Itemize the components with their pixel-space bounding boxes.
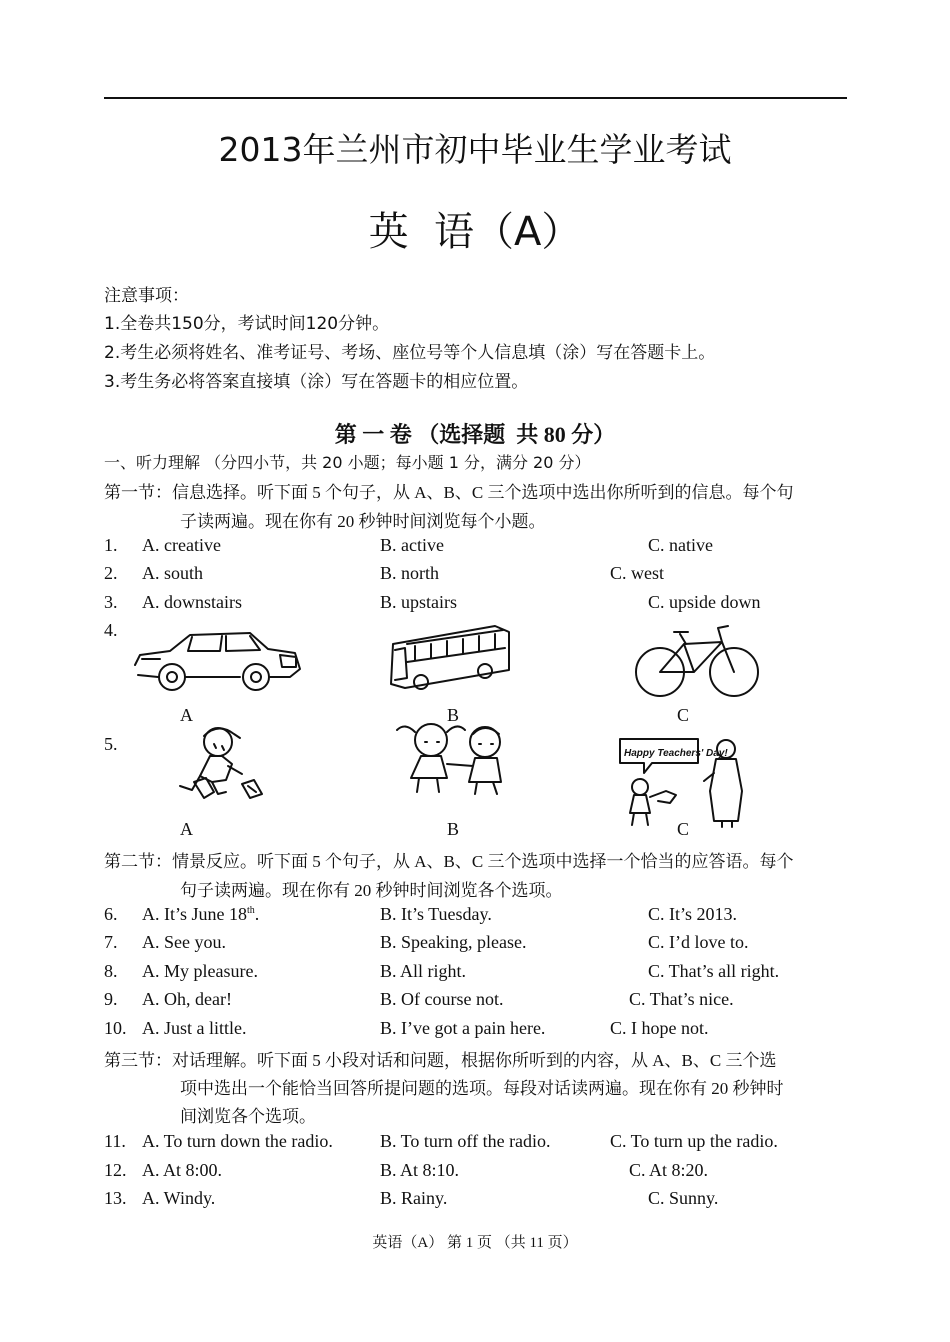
picture-label-c: C — [677, 705, 690, 725]
option-a: A. south — [142, 563, 204, 583]
speech-bubble-text: Happy Teachers' Day! — [624, 748, 728, 759]
option-c: C. I hope not. — [610, 1018, 709, 1038]
section2-instructions-line2: 句子读两遍。现在你有 20 秒钟时间浏览各个选项。 — [180, 881, 563, 900]
question-number: 13. — [104, 1188, 127, 1208]
option-c: C. To turn up the radio. — [610, 1131, 778, 1151]
option-b: B. It’s Tuesday. — [380, 904, 492, 924]
picture-label-c: C — [677, 819, 690, 839]
option-c: C. It’s 2013. — [648, 904, 738, 924]
section-listening-heading: 一、听力理解 （分四小节，共 20 小题；每小题 1 分，满分 20 分） — [104, 453, 591, 472]
option-b: B. Of course not. — [380, 989, 504, 1009]
car-picture — [130, 625, 305, 695]
option-a: A. It’s June 18th. — [142, 904, 260, 924]
picture-label-a: A — [180, 819, 193, 839]
section3-instructions-line1: 第三节：对话理解。听下面 5 小段对话和问题，根据你所听到的内容，从 A、B、C 三个选 — [104, 1051, 777, 1070]
children-picture — [385, 712, 527, 798]
part-one-heading: 第 一 卷 （选择题 共 80 分） — [334, 422, 616, 447]
option-c: C. That’s all right. — [648, 961, 780, 981]
option-b: B. active — [380, 535, 444, 555]
option-b: B. To turn off the radio. — [380, 1131, 551, 1151]
option-b: B. north — [380, 563, 440, 583]
question-number: 7. — [104, 932, 118, 952]
option-a: A. My pleasure. — [142, 961, 258, 981]
notes-item-3: 3.考生务必将答案直接填（涂）写在答题卡的相应位置。 — [104, 372, 529, 392]
option-a: A. creative — [142, 535, 221, 555]
option-a: A. See you. — [142, 932, 226, 952]
option-a: A. downstairs — [142, 592, 242, 612]
section3-instructions-line3: 间浏览各个选项。 — [180, 1107, 316, 1126]
option-a: A. Windy. — [142, 1188, 216, 1208]
question-number: 8. — [104, 961, 118, 981]
option-c: C. west — [610, 563, 664, 583]
bicycle-picture — [630, 620, 764, 700]
option-b: B. Speaking, please. — [380, 932, 527, 952]
option-b: B. Rainy. — [380, 1188, 448, 1208]
section1-instructions-line1: 第一节：信息选择。听下面 5 个句子，从 A、B、C 三个选项中选出你所听到的信息。每个句 — [104, 483, 794, 502]
top-rule — [104, 97, 847, 99]
option-a: A. To turn down the radio. — [142, 1131, 333, 1151]
option-c: C. I’d love to. — [648, 932, 749, 952]
page-footer: 英语（A） 第 1 页 （共 11 页） — [372, 1235, 578, 1251]
option-c: C. Sunny. — [648, 1188, 719, 1208]
option-a: A. At 8:00. — [142, 1160, 223, 1180]
option-c: C. native — [648, 535, 713, 555]
option-b: B. All right. — [380, 961, 467, 981]
subject-title: 英 语（A） — [368, 209, 582, 255]
question-number: 6. — [104, 904, 118, 924]
option-b: B. upstairs — [380, 592, 458, 612]
picture-label-a: A — [180, 705, 193, 725]
option-b: B. I’ve got a pain here. — [380, 1018, 546, 1038]
teachers-day-picture — [618, 737, 754, 829]
question-number: 4. — [104, 620, 118, 640]
bus-picture — [385, 622, 513, 692]
notes-item-1: 1.全卷共150分，考试时间120分钟。 — [104, 314, 390, 334]
question-number: 2. — [104, 563, 118, 583]
picture-label-b: B — [447, 819, 460, 839]
question-number: 11. — [104, 1131, 126, 1151]
notes-item-2: 2.考生必须将姓名、准考证号、考场、座位号等个人信息填（涂）写在答题卡上。 — [104, 343, 716, 363]
option-c: C. upside down — [648, 592, 761, 612]
section1-instructions-line2: 子读两遍。现在你有 20 秒钟时间浏览每个小题。 — [180, 512, 546, 531]
question-number: 12. — [104, 1160, 127, 1180]
notes-heading: 注意事项： — [104, 286, 189, 306]
exam-title: 2013年兰州市初中毕业生学业考试 — [218, 130, 732, 169]
question-number: 9. — [104, 989, 118, 1009]
option-a: A. Just a little. — [142, 1018, 247, 1038]
question-number: 3. — [104, 592, 118, 612]
question-number: 10. — [104, 1018, 127, 1038]
option-c: C. That’s nice. — [629, 989, 734, 1009]
picture-label-b: B — [447, 705, 460, 725]
question-number: 5. — [104, 734, 118, 754]
boy-picking-up-litter-picture — [170, 720, 280, 802]
option-a: A. Oh, dear! — [142, 989, 232, 1009]
section3-instructions-line2: 项中选出一个能恰当回答所提问题的选项。每段对话读两遍。现在你有 20 秒钟时 — [180, 1079, 784, 1098]
option-b: B. At 8:10. — [380, 1160, 460, 1180]
option-c: C. At 8:20. — [629, 1160, 709, 1180]
question-number: 1. — [104, 535, 118, 555]
section2-instructions-line1: 第二节：情景反应。听下面 5 个句子，从 A、B、C 三个选项中选择一个恰当的应答语。每个 — [104, 852, 794, 871]
